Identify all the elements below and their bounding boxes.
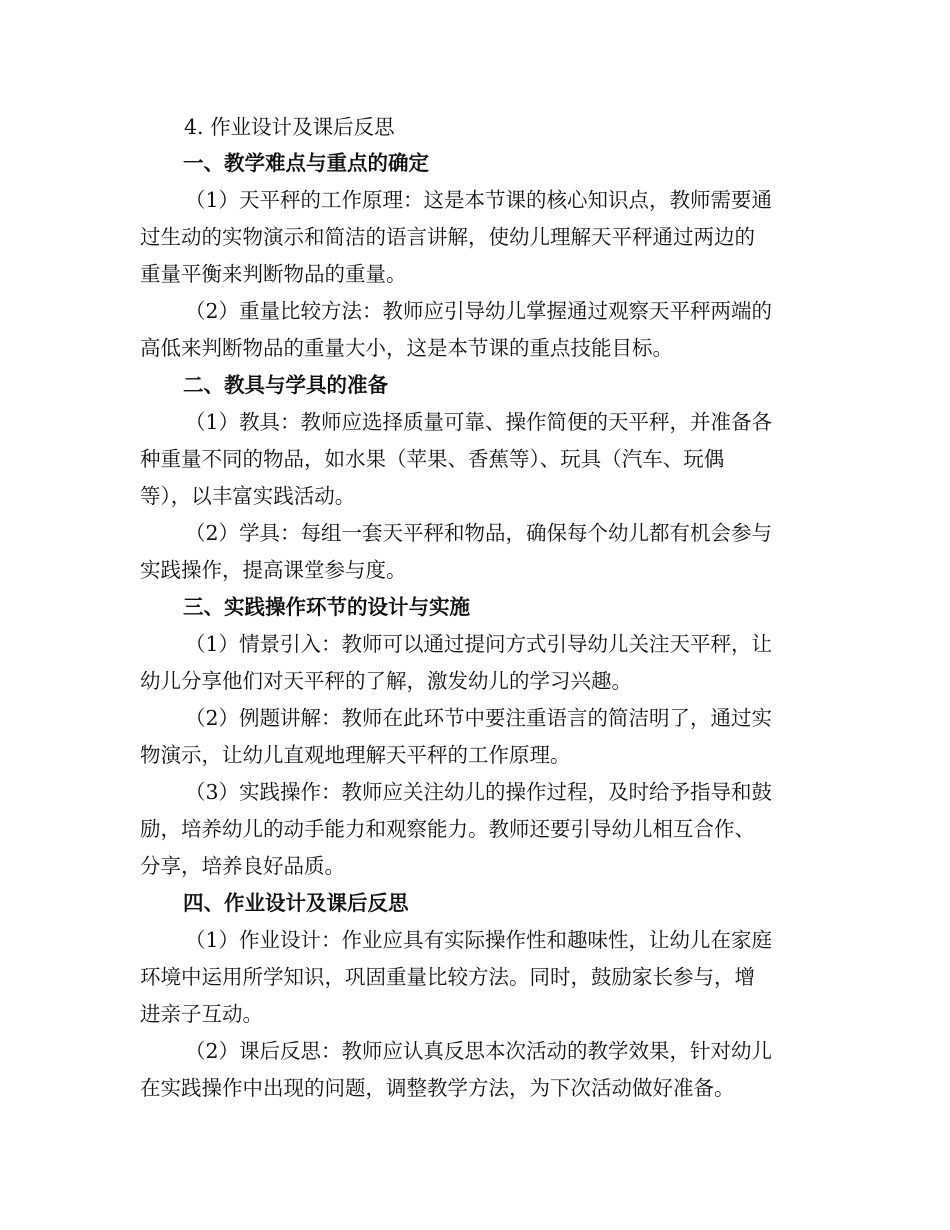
top-title: 4. 作业设计及课后反思: [184, 115, 395, 139]
paragraph-line: 种重量不同的物品，如水果（苹果、香蕉等）、玩具（汽车、玩偶: [140, 447, 725, 471]
paragraph-line: 环境中运用所学知识，巩固重量比较方法。同时，鼓励家长参与，增: [140, 965, 755, 989]
paragraph-line: 幼儿分享他们对天平秤的了解，激发幼儿的学习兴趣。: [140, 669, 632, 693]
paragraph-line: （1）天平秤的工作原理：这是本节课的核心知识点，教师需要通: [185, 188, 773, 212]
paragraph-line: 进亲子互动。: [140, 1002, 263, 1026]
section-heading-3: 三、实践操作环节的设计与实施: [183, 595, 470, 619]
paragraph-line: 等），以丰富实践活动。: [140, 484, 356, 508]
paragraph-line: 励，培养幼儿的动手能力和观察能力。教师还要引导幼儿相互合作、: [140, 817, 755, 841]
paragraph-line: 实践操作，提高课堂参与度。: [140, 558, 407, 582]
paragraph-line: 高低来判断物品的重量大小，这是本节课的重点技能目标。: [140, 336, 673, 360]
paragraph-line: 物演示，让幼儿直观地理解天平秤的工作原理。: [140, 743, 571, 767]
paragraph-line: （3）实践操作：教师应关注幼儿的操作过程，及时给予指导和鼓: [185, 780, 773, 804]
paragraph-line: （2）学具：每组一套天平秤和物品，确保每个幼儿都有机会参与: [185, 521, 773, 545]
paragraph-line: （1）情景引入：教师可以通过提问方式引导幼儿关注天平秤，让: [185, 632, 773, 656]
paragraph-line: 过生动的实物演示和简洁的语言讲解，使幼儿理解天平秤通过两边的: [140, 225, 755, 249]
paragraph-line: （2）课后反思：教师应认真反思本次活动的教学效果，针对幼儿: [185, 1039, 773, 1063]
paragraph-line: 在实践操作中出现的问题，调整教学方法，为下次活动做好准备。: [140, 1076, 735, 1100]
paragraph-line: （2）例题讲解：教师在此环节中要注重语言的简洁明了，通过实: [185, 706, 773, 730]
section-heading-1: 一、教学难点与重点的确定: [183, 151, 429, 175]
paragraph-line: （1）教具：教师应选择质量可靠、操作简便的天平秤，并准备各: [185, 410, 773, 434]
section-heading-2: 二、教具与学具的准备: [183, 373, 388, 397]
section-heading-4: 四、作业设计及课后反思: [183, 891, 409, 915]
paragraph-line: （2）重量比较方法：教师应引导幼儿掌握通过观察天平秤两端的: [185, 299, 773, 323]
paragraph-line: 分享，培养良好品质。: [140, 854, 345, 878]
paragraph-line: （1）作业设计：作业应具有实际操作性和趣味性，让幼儿在家庭: [185, 928, 773, 952]
paragraph-line: 重量平衡来判断物品的重量。: [140, 262, 407, 286]
